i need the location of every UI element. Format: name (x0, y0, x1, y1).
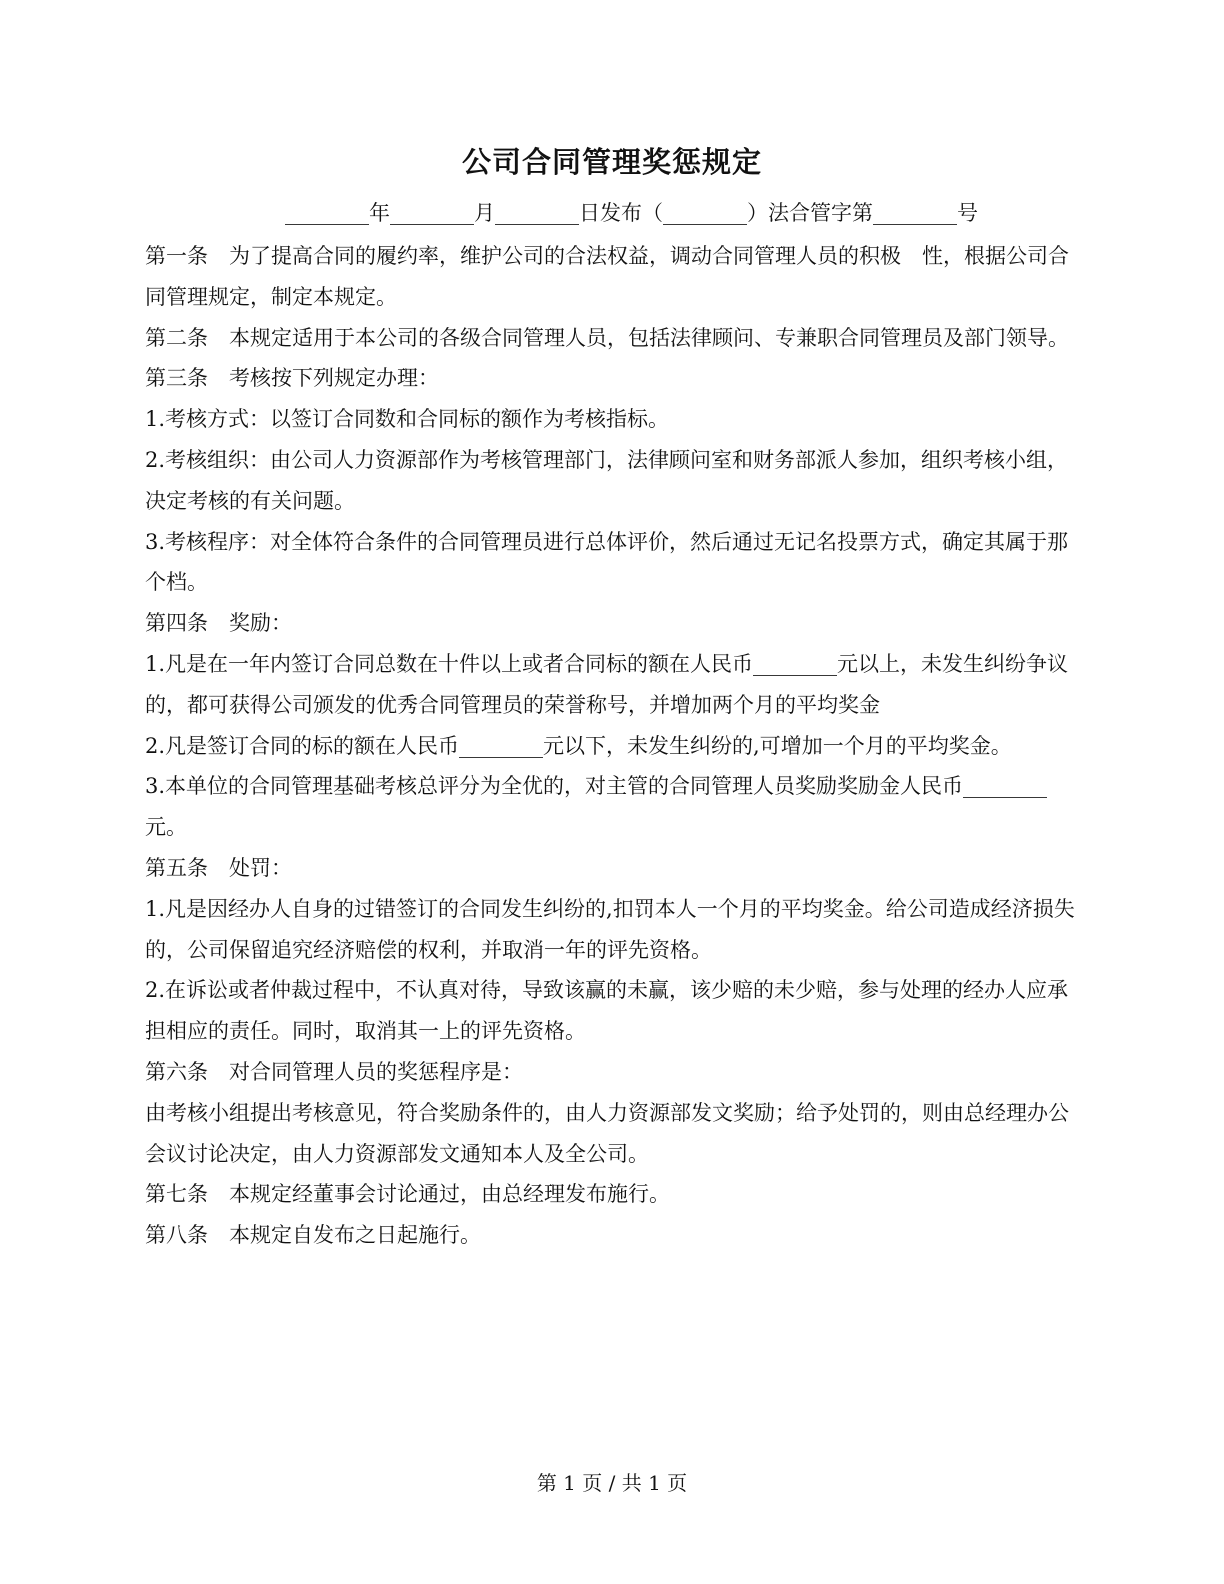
document-body (145, 236, 1085, 1256)
article-3-item-3: 3.考核程序：对全体符合条件的合同管理员进行总体评价，然后通过无记名投票方式，确定其属于那个档。 (145, 529, 1069, 595)
article-4-heading: 第四条 奖励： (145, 611, 292, 636)
article-5-heading: 第五条 处罚： (145, 855, 292, 880)
page-footer: 第 1 页 / 共 1 页 (536, 1471, 688, 1495)
article-8: 第八条 本规定自发布之日起施行。 (145, 1223, 481, 1248)
article-5-item-1: 1.凡是因经办人自身的过错签订的合同发生纠纷的,扣罚本人一个月的平均奖金。给公司造成经济损失的，公司保留追究经济赔偿的权利，并取消一年的评先资格。 (145, 896, 1075, 962)
article-4-item-2: 2.凡是签订合同的标的额在人民币________元以下，未发生纠纷的,可增加一个月的平均奖金。 (145, 733, 1012, 758)
article-3-item-2: 2.考核组织：由公司人力资源部作为考核管理部门，法律顾问室和财务部派人参加，组织考核小组，决定考核的有关问题。 (145, 447, 1069, 513)
article-6-heading: 第六条 对合同管理人员的奖惩程序是： (145, 1059, 523, 1084)
article-6-body: 由考核小组提出考核意见，符合奖励条件的，由人力资源部发文奖励；给予处罚的，则由总经理办公会议讨论决定，由人力资源部发文通知本人及全公司。 (145, 1100, 1069, 1166)
article-2: 第二条 本规定适用于本公司的各级合同管理人员，包括法律顾问、专兼职合同管理员及部门领导。 (145, 325, 1069, 350)
article-7: 第七条 本规定经董事会讨论通过，由总经理发布施行。 (145, 1182, 670, 1207)
article-4-item-3: 3.本单位的合同管理基础考核总评分为全优的，对主管的合同管理人员奖励奖励金人民币________元。 (145, 774, 1048, 840)
article-3-item-1: 1.考核方式：以签订合同数和合同标的额作为考核指标。 (145, 407, 670, 432)
article-1: 第一条 为了提高合同的履约率，维护公司的合法权益，调动合同管理人员的积极 性，根据公司合同管理规定，制定本规定。 (145, 244, 1069, 309)
publish-line: ________年________月________日发布（________）法合管字第________号 (285, 201, 978, 225)
document-title: 公司合同管理奖惩规定 (461, 145, 762, 179)
article-5-item-2: 2.在诉讼或者仲裁过程中，不认真对待，导致该赢的未赢，该少赔的未少赔，参与处理的经办人应承担相应的责任。同时，取消其一上的评先资格。 (145, 978, 1069, 1044)
article-3-heading: 第三条 考核按下列规定办理： (145, 366, 439, 391)
article-4-item-1: 1.凡是在一年内签订合同总数在十件以上或者合同标的额在人民币________元以上，未发生纠纷争议的，都可获得公司颁发的优秀合同管理员的荣誉称号，并增加两个月的平均奖金 (145, 651, 1069, 717)
